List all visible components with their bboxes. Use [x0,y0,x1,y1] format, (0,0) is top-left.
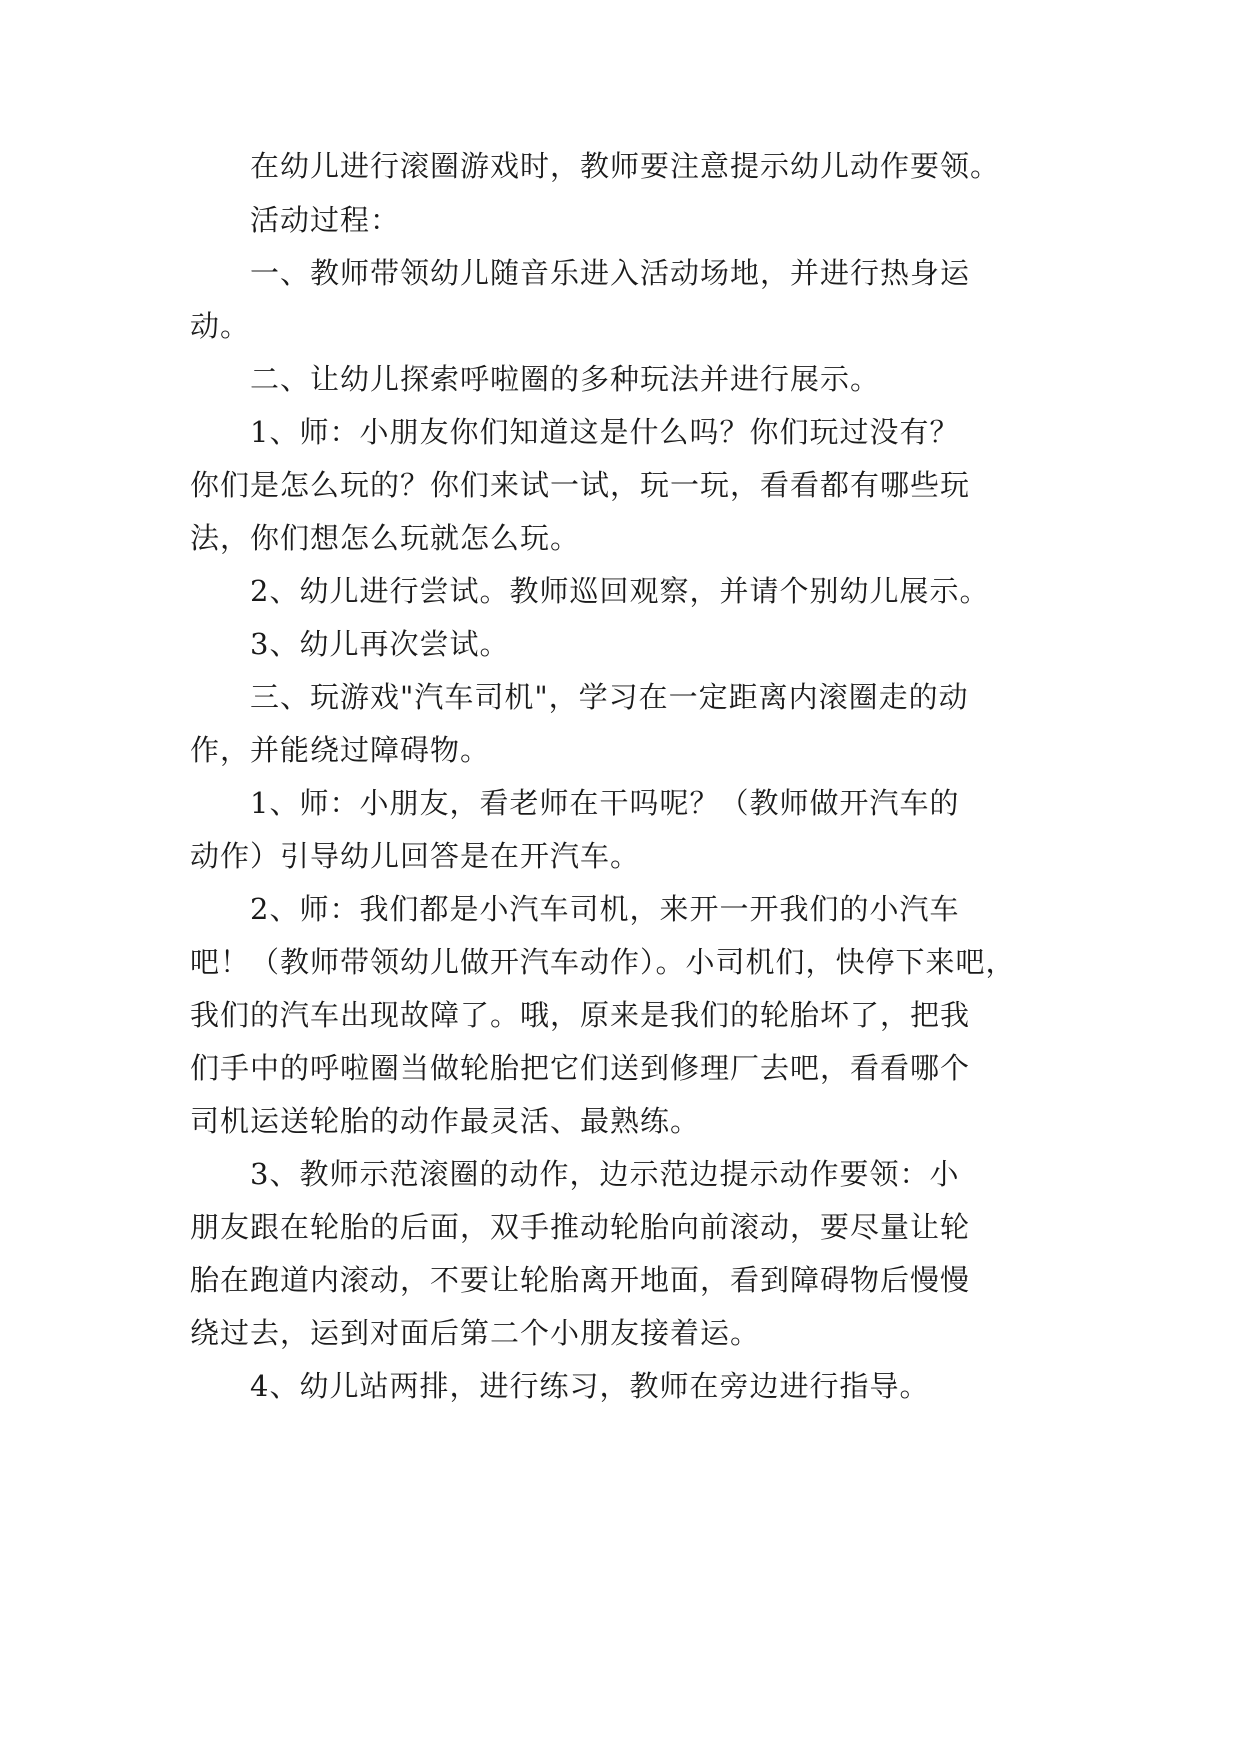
paragraph-line: 4、幼儿站两排，进行练习，教师在旁边进行指导。 [250,1369,930,1403]
paragraph-line: 动作）引导幼儿回答是在开汽车。 [190,839,641,873]
paragraph-line: 动。 [190,309,251,343]
paragraph-line: 一、教师带领幼儿随音乐进入活动场地，并进行热身运 [250,256,971,290]
paragraph-line: 们手中的呼啦圈当做轮胎把它们送到修理厂去吧，看看哪个 [190,1051,971,1085]
paragraph-line: 1、师：小朋友你们知道这是什么吗？你们玩过没有？ [250,415,960,449]
paragraph-line: 你们是怎么玩的？你们来试一试，玩一玩，看看都有哪些玩 [190,468,971,502]
paragraph-line: 3、教师示范滚圈的动作，边示范边提示动作要领：小 [250,1157,960,1191]
paragraph-line: 胎在跑道内滚动，不要让轮胎离开地面，看到障碍物后慢慢 [190,1263,971,1297]
paragraph-line: 2、幼儿进行尝试。教师巡回观察，并请个别幼儿展示。 [250,574,990,608]
paragraph-line: 朋友跟在轮胎的后面，双手推动轮胎向前滚动，要尽量让轮 [190,1210,971,1244]
paragraph-line: 绕过去，运到对面后第二个小朋友接着运。 [190,1316,761,1350]
paragraph-line: 我们的汽车出现故障了。哦，原来是我们的轮胎坏了，把我 [190,998,971,1032]
paragraph-line: 司机运送轮胎的动作最灵活、最熟练。 [190,1104,701,1138]
paragraph-line: 2、师：我们都是小汽车司机，来开一开我们的小汽车 [250,892,960,926]
paragraph-line: 法，你们想怎么玩就怎么玩。 [190,521,581,555]
section-heading: 活动过程： [250,203,401,237]
paragraph-line: 1、师：小朋友，看老师在干吗呢？（教师做开汽车的 [250,786,960,820]
paragraph-line: 3、幼儿再次尝试。 [250,627,510,661]
paragraph-line: 二、让幼儿探索呼啦圈的多种玩法并进行展示。 [250,362,881,396]
paragraph-line: 在幼儿进行滚圈游戏时，教师要注意提示幼儿动作要领。 [250,149,1001,183]
paragraph-line: 吧！（教师带领幼儿做开汽车动作）。小司机们，快停下来吧， [190,945,1016,979]
paragraph-line: 三、玩游戏"汽车司机"，学习在一定距离内滚圈走的动 [250,680,969,714]
paragraph-line: 作，并能绕过障碍物。 [190,733,491,767]
